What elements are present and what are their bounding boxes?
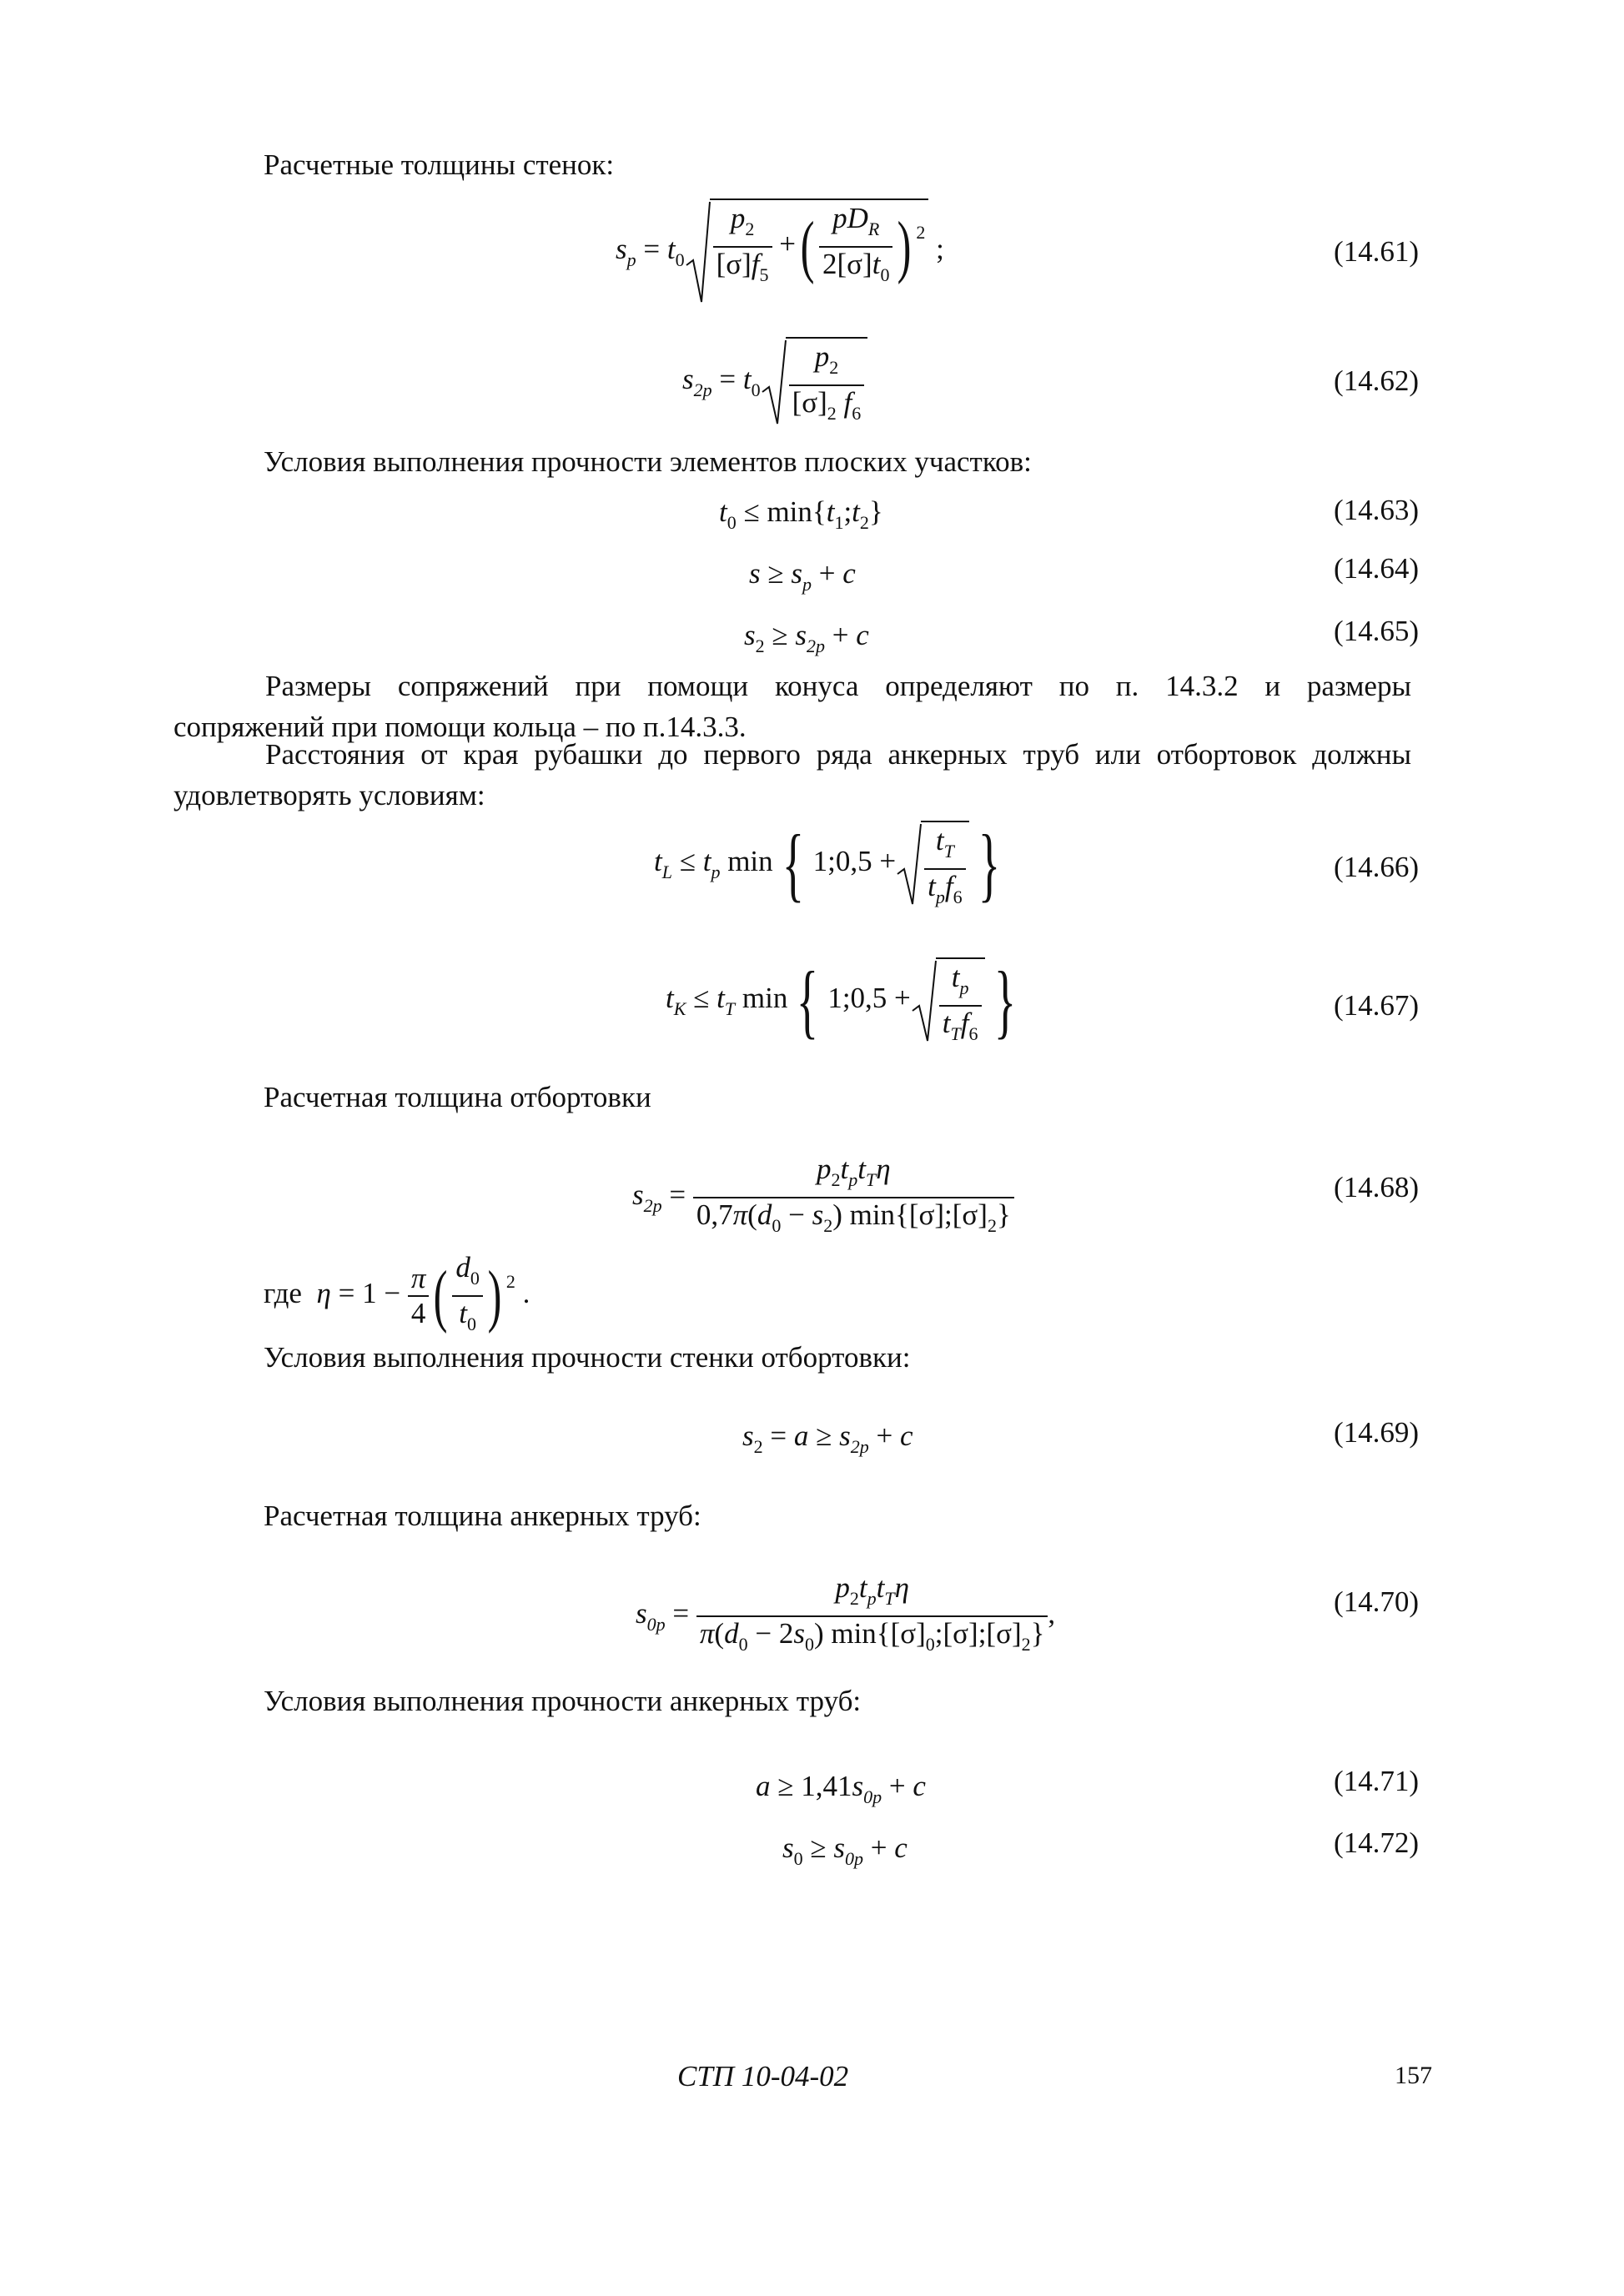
- paragraph-line: Размеры сопряжений при помощи конуса определяют по п. 14.3.2 и размеры: [265, 670, 1411, 702]
- document-code: СТП 10-04-02: [677, 2060, 849, 2093]
- equation-14-72: $s_0 \ge s_{0p} + c$: [782, 1831, 908, 1869]
- paragraph-flanging-thickness: Расчетная толщина отбортовки: [264, 1081, 651, 1113]
- paragraph-anchor-strength: Условия выполнения прочности анкерных труб:: [264, 1685, 862, 1717]
- equation-14-66: $t_L \le t_p$ min { 1;0,5 + $\frac{t_T}{t_pf_6}$ }: [654, 817, 1000, 910]
- equation-number: (14.72): [1333, 1826, 1419, 1859]
- equation-number: (14.62): [1333, 364, 1419, 397]
- paragraph-line: удовлетворять условиям:: [173, 779, 485, 811]
- equation-number: (14.69): [1333, 1416, 1419, 1449]
- equation-number: (14.66): [1333, 851, 1419, 883]
- equation-14-61: $s_p = t_0$ $\frac{p_2}{[\sigma]f_5}$ +( $\frac{pD_R}{2[\sigma]t_0}$ ) $^2$ ;: [616, 198, 944, 305]
- equation-number: (14.67): [1333, 989, 1419, 1022]
- equation-number: (14.68): [1333, 1171, 1419, 1203]
- where-label: где: [264, 1277, 302, 1310]
- paragraph-wall-thickness: Расчетные толщины стенок:: [264, 148, 615, 181]
- equation-14-69: $s_2 = a \ge s_{2p} + c$: [742, 1419, 913, 1457]
- paragraph-anchor-thickness: Расчетная толщина анкерных труб:: [264, 1500, 701, 1532]
- equation-eta-definition: где η = 1 − $\frac{\pi}{4}$ ( $\frac{d_0}{t_0}$ ) $^2$ .: [264, 1251, 530, 1334]
- page-number: 157: [1395, 2062, 1432, 2089]
- equation-14-64: $s \ge s_p + c$: [749, 557, 856, 595]
- paragraph-distances: [173, 734, 1411, 816]
- equation-14-71: $a \ge 1,41s_{0p} + c$: [756, 1770, 926, 1807]
- paragraph-line: Расстояния от края рубашки до первого ряда анкерных труб или отбортовок должны: [265, 738, 1411, 771]
- paragraph-flat-sections: Условия выполнения прочности элементов плоских участков:: [264, 445, 1032, 478]
- equation-14-70: $s_{0p}$ = $\frac{p_2t_pt_T\eta}{\pi(d_0 - 2s_0) \min\{[\sigma]_0;[\sigma];[\sigma]_2\}}$ ,: [636, 1571, 1056, 1655]
- equation-number: (14.70): [1333, 1585, 1419, 1618]
- equation-number: (14.63): [1333, 494, 1419, 526]
- equation-number: (14.65): [1333, 615, 1419, 647]
- equation-14-67: $t_K \le t_T$ min { 1;0,5 + $\frac{t_p}{t_Tf_6}$ }: [666, 954, 1016, 1047]
- equation-number: (14.71): [1333, 1765, 1419, 1797]
- paragraph-flanging-wall: Условия выполнения прочности стенки отбортовки:: [264, 1341, 911, 1374]
- equation-14-68: $s_{2p}$ = $\frac{p_2t_pt_T\eta}{0,7\pi(d_0 - s_2) \min\{[\sigma];[\sigma]_2\}}$: [632, 1153, 1014, 1243]
- paragraph-line: сопряжений при помощи кольца – по п.14.3.3.: [173, 711, 747, 743]
- equation-14-63: $t_0$ ≤ $\min\{t_1;t_2\}$: [719, 495, 883, 533]
- equation-14-62: $s_{2p} = t_0$ $\frac{p_2}{[\sigma]_2 f_6}$: [682, 337, 867, 427]
- equation-14-65: $s_2 \ge s_{2p} + c$: [744, 619, 869, 656]
- equation-number: (14.61): [1333, 235, 1419, 268]
- equation-number: (14.64): [1333, 552, 1419, 585]
